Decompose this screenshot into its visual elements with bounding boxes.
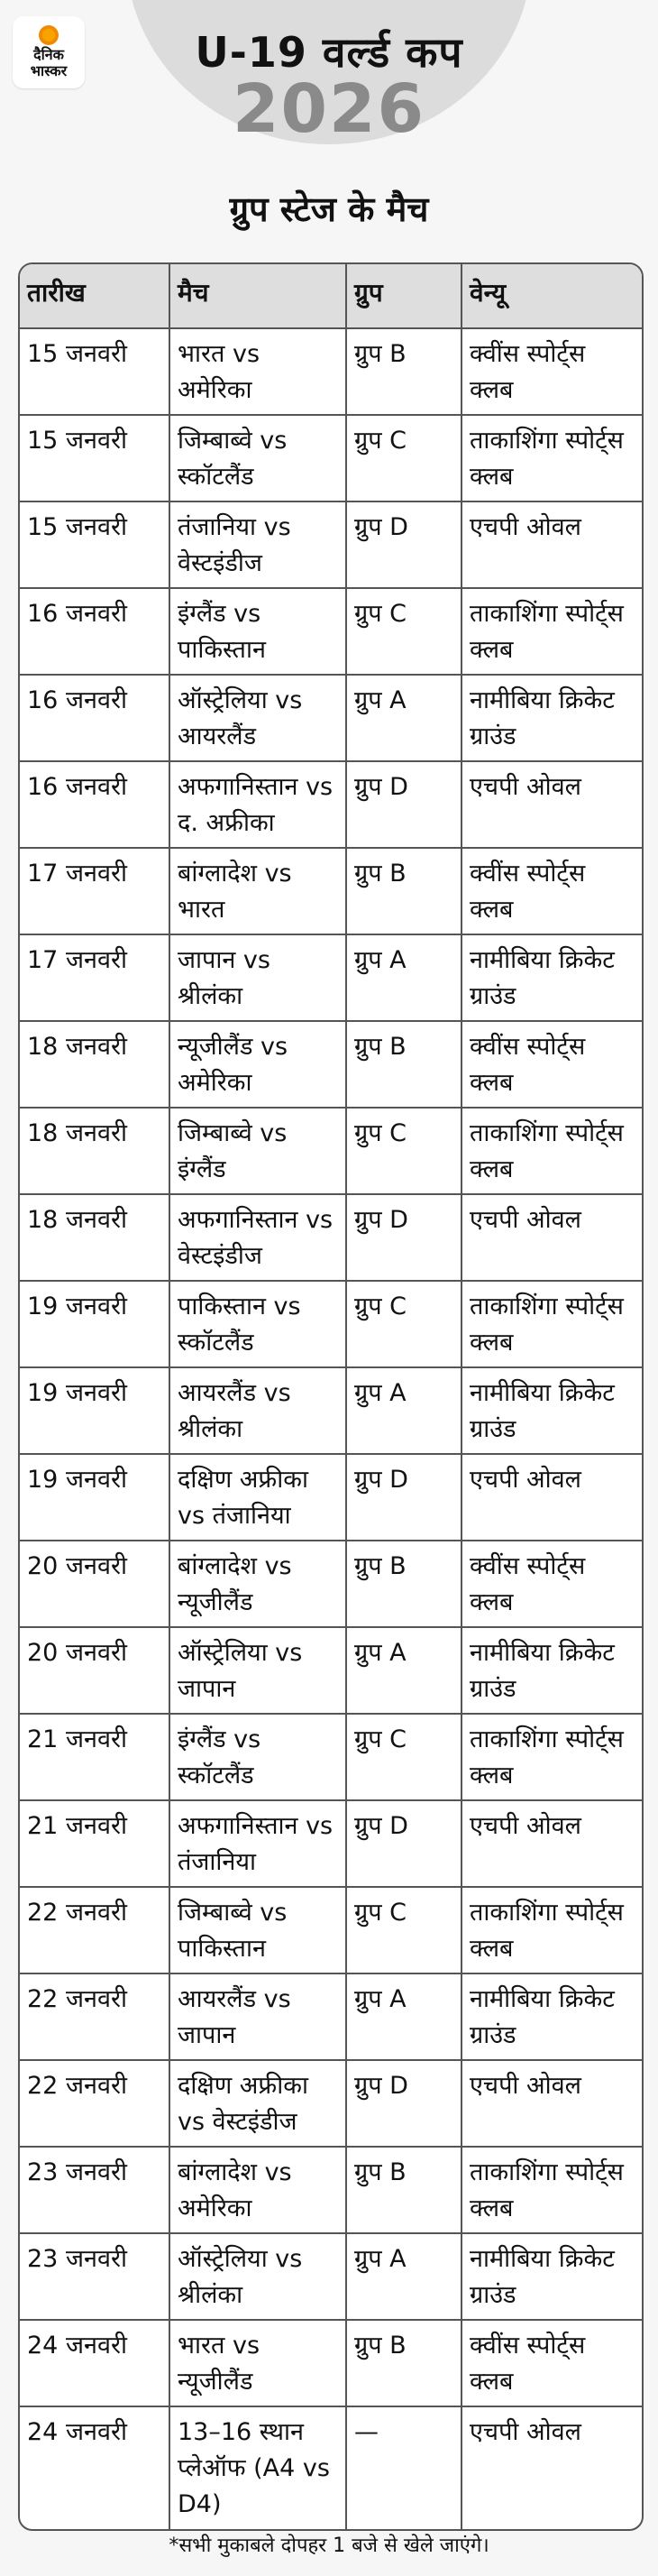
table-row	[20, 2233, 642, 2320]
dainik-bhaskar-logo[interactable]	[13, 16, 85, 88]
match-cell: न्यूजीलैंड vs अमेरिका	[169, 1021, 346, 1108]
group-cell: ग्रुप D	[346, 2060, 462, 2147]
table-row	[20, 1800, 642, 1887]
group-cell: ग्रुप B	[346, 2320, 462, 2406]
venue-cell: एचपी ओवल	[462, 2060, 642, 2147]
match-cell: जिम्बाब्वे vs पाकिस्तान	[169, 1887, 346, 1973]
venue-cell: ताकाशिंगा स्पोर्ट्स क्लब	[462, 1714, 642, 1800]
venue-cell: ताकाशिंगा स्पोर्ट्स क्लब	[462, 1887, 642, 1973]
table-row	[20, 761, 642, 848]
match-cell: पाकिस्तान vs स्कॉटलैंड	[169, 1281, 346, 1367]
venue-cell: नामीबिया क्रिकेट ग्राउंड	[462, 675, 642, 761]
group-cell: ग्रुप C	[346, 1714, 462, 1800]
venue-cell: नामीबिया क्रिकेट ग्राउंड	[462, 1627, 642, 1714]
venue-cell: एचपी ओवल	[462, 1194, 642, 1281]
group-cell: ग्रुप D	[346, 501, 462, 588]
group-cell: ग्रुप D	[346, 1454, 462, 1541]
venue-cell: एचपी ओवल	[462, 501, 642, 588]
venue-cell: ताकाशिंगा स्पोर्ट्स क्लब	[462, 2147, 642, 2233]
header	[0, 0, 658, 180]
group-cell: —	[346, 2406, 462, 2529]
date-cell: 15 जनवरी	[20, 415, 169, 501]
page-year: 2026	[233, 70, 425, 148]
venue-cell: नामीबिया क्रिकेट ग्राउंड	[462, 1973, 642, 2060]
venue-cell: ताकाशिंगा स्पोर्ट्स क्लब	[462, 588, 642, 675]
match-cell: बांग्लादेश vs अमेरिका	[169, 2147, 346, 2233]
venue-cell: एचपी ओवल	[462, 1454, 642, 1541]
venue-cell: ताकाशिंगा स्पोर्ट्स क्लब	[462, 415, 642, 501]
date-cell: 17 जनवरी	[20, 848, 169, 934]
table-row	[20, 1194, 642, 1281]
table-row	[20, 934, 642, 1021]
match-cell: भारत vs अमेरिका	[169, 328, 346, 415]
page-title: U-19 वर्ल्ड कप	[195, 28, 463, 77]
group-cell: ग्रुप D	[346, 1194, 462, 1281]
match-cell: बांग्लादेश vs भारत	[169, 848, 346, 934]
date-cell: 16 जनवरी	[20, 588, 169, 675]
venue-cell: क्वींस स्पोर्ट्स क्लब	[462, 2320, 642, 2406]
group-cell: ग्रुप C	[346, 1887, 462, 1973]
date-cell: 24 जनवरी	[20, 2320, 169, 2406]
match-cell: जापान vs श्रीलंका	[169, 934, 346, 1021]
match-cell: आयरलैंड vs जापान	[169, 1973, 346, 2060]
match-cell: दक्षिण अफ्रीका vs तंजानिया	[169, 1454, 346, 1541]
date-cell: 19 जनवरी	[20, 1281, 169, 1367]
table-row	[20, 848, 642, 934]
venue-cell: ताकाशिंगा स्पोर्ट्स क्लब	[462, 1108, 642, 1194]
table-row	[20, 415, 642, 501]
date-cell: 23 जनवरी	[20, 2147, 169, 2233]
group-cell: ग्रुप C	[346, 588, 462, 675]
table-row	[20, 2147, 642, 2233]
date-cell: 16 जनवरी	[20, 761, 169, 848]
group-cell: ग्रुप A	[346, 1627, 462, 1714]
match-cell: ऑस्ट्रेलिया vs श्रीलंका	[169, 2233, 346, 2320]
group-cell: ग्रुप A	[346, 934, 462, 1021]
group-cell: ग्रुप C	[346, 415, 462, 501]
column-header-venue: वेन्यू	[462, 264, 642, 328]
match-cell: दक्षिण अफ्रीका vs वेस्टइंडीज	[169, 2060, 346, 2147]
table-row	[20, 1454, 642, 1541]
table-row	[20, 2406, 642, 2529]
date-cell: 16 जनवरी	[20, 675, 169, 761]
match-cell: इंग्लैंड vs स्कॉटलैंड	[169, 1714, 346, 1800]
table-row	[20, 2320, 642, 2406]
match-cell: इंग्लैंड vs पाकिस्तान	[169, 588, 346, 675]
table-row	[20, 1973, 642, 2060]
date-cell: 24 जनवरी	[20, 2406, 169, 2529]
venue-cell: एचपी ओवल	[470, 2418, 581, 2446]
date-cell: 21 जनवरी	[20, 1800, 169, 1887]
column-header-group: ग्रुप	[346, 264, 462, 328]
match-cell: आयरलैंड vs श्रीलंका	[169, 1367, 346, 1454]
table-row	[20, 675, 642, 761]
match-cell: ऑस्ट्रेलिया vs जापान	[169, 1627, 346, 1714]
table-row	[20, 1627, 642, 1714]
date-cell: 20 जनवरी	[20, 1627, 169, 1714]
match-cell: अफगानिस्तान vs वेस्टइंडीज	[169, 1194, 346, 1281]
group-cell: ग्रुप D	[346, 1800, 462, 1887]
group-cell: ग्रुप C	[346, 1281, 462, 1367]
date-cell: 19 जनवरी	[20, 1367, 169, 1454]
group-cell: ग्रुप A	[346, 675, 462, 761]
match-cell: अफगानिस्तान vs द. अफ्रीका	[169, 761, 346, 848]
schedule-table	[20, 264, 642, 2529]
table-row	[20, 1887, 642, 1973]
schedule-table-body	[20, 328, 642, 2529]
match-cell: अफगानिस्तान vs तंजानिया	[169, 1800, 346, 1887]
date-cell: 22 जनवरी	[20, 2060, 169, 2147]
group-cell: ग्रुप B	[346, 2147, 462, 2233]
column-header-date: तारीख	[20, 264, 169, 328]
group-cell: ग्रुप B	[346, 1021, 462, 1108]
sun-icon	[39, 25, 59, 45]
date-cell: 21 जनवरी	[20, 1714, 169, 1800]
date-cell: 22 जनवरी	[20, 1887, 169, 1973]
group-cell: ग्रुप A	[346, 1367, 462, 1454]
table-row	[20, 1367, 642, 1454]
group-cell: ग्रुप C	[346, 1108, 462, 1194]
column-header-match: मैच	[169, 264, 346, 328]
venue-cell: नामीबिया क्रिकेट ग्राउंड	[462, 2233, 642, 2320]
table-row	[20, 2060, 642, 2147]
table-row	[20, 1108, 642, 1194]
group-cell: ग्रुप B	[346, 328, 462, 415]
date-cell: 19 जनवरी	[20, 1454, 169, 1541]
venue-cell: नामीबिया क्रिकेट ग्राउंड	[462, 934, 642, 1021]
table-header-row	[20, 264, 642, 328]
match-cell: भारत vs न्यूजीलैंड	[169, 2320, 346, 2406]
date-cell: 23 जनवरी	[20, 2233, 169, 2320]
venue-cell: एचपी ओवल	[462, 761, 642, 848]
venue-cell: एचपी ओवल	[462, 1800, 642, 1887]
table-row	[20, 588, 642, 675]
group-cell: ग्रुप A	[346, 2233, 462, 2320]
date-cell: 18 जनवरी	[20, 1194, 169, 1281]
logo-text-line2: भास्कर	[30, 62, 68, 79]
match-cell: ऑस्ट्रेलिया vs आयरलैंड	[169, 675, 346, 761]
venue-cell: नामीबिया क्रिकेट ग्राउंड	[462, 1367, 642, 1454]
match-cell: 13–16 स्थान प्लेऑफ (A4 vs D4)	[169, 2406, 346, 2529]
table-row	[20, 1541, 642, 1627]
venue-cell: क्वींस स्पोर्ट्स क्लब	[462, 328, 642, 415]
group-cell: ग्रुप A	[346, 1973, 462, 2060]
date-cell: 17 जनवरी	[20, 934, 169, 1021]
group-cell: ग्रुप B	[346, 848, 462, 934]
date-cell: 15 जनवरी	[20, 328, 169, 415]
date-cell: 20 जनवरी	[20, 1541, 169, 1627]
section-subtitle: ग्रुप स्टेज के मैच	[229, 189, 429, 229]
match-cell: बांग्लादेश vs न्यूजीलैंड	[169, 1541, 346, 1627]
logo-text-line1: दैनिक	[33, 46, 64, 63]
table-row	[20, 1021, 642, 1108]
schedule-table-container	[18, 262, 644, 2531]
venue-cell: ताकाशिंगा स्पोर्ट्स क्लब	[462, 1281, 642, 1367]
venue-cell: क्वींस स्पोर्ट्स क्लब	[462, 1021, 642, 1108]
venue-cell: क्वींस स्पोर्ट्स क्लब	[462, 1541, 642, 1627]
date-cell: 22 जनवरी	[20, 1973, 169, 2060]
table-row	[20, 1714, 642, 1800]
venue-cell: क्वींस स्पोर्ट्स क्लब	[462, 848, 642, 934]
group-cell: ग्रुप B	[346, 1541, 462, 1627]
match-cell: तंजानिया vs वेस्टइंडीज	[169, 501, 346, 588]
date-cell: 18 जनवरी	[20, 1108, 169, 1194]
match-cell: जिम्बाब्वे vs स्कॉटलैंड	[169, 415, 346, 501]
footnote: *सभी मुकाबले दोपहर 1 बजे से खेले जाएंगे।	[169, 2535, 489, 2557]
table-row	[20, 1281, 642, 1367]
date-cell: 15 जनवरी	[20, 501, 169, 588]
table-row	[20, 501, 642, 588]
group-cell: ग्रुप D	[346, 761, 462, 848]
table-row	[20, 328, 642, 415]
date-cell: 18 जनवरी	[20, 1021, 169, 1108]
match-cell: जिम्बाब्वे vs इंग्लैंड	[169, 1108, 346, 1194]
